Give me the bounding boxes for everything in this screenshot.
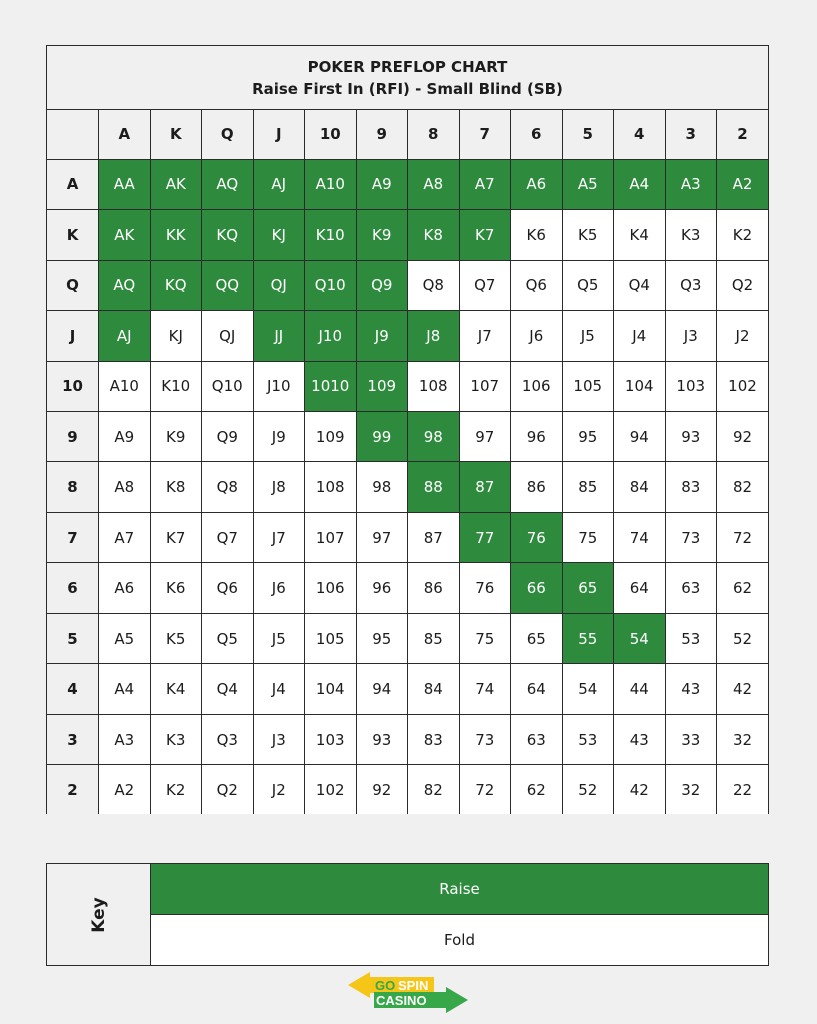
hand-cell-fold: Q8 (202, 462, 254, 512)
row-header: 7 (47, 512, 99, 562)
hand-cell-fold: 44 (614, 664, 666, 714)
hand-cell-fold: A10 (99, 361, 151, 411)
row-header: 2 (47, 765, 99, 814)
hand-cell-fold: Q7 (202, 512, 254, 562)
hand-cell-fold: A8 (99, 462, 151, 512)
hand-cell-fold: K5 (562, 210, 614, 260)
hand-cell-fold: J8 (253, 462, 305, 512)
hand-cell-fold: A2 (99, 765, 151, 814)
column-header: 2 (717, 110, 769, 159)
hand-cell-fold: 83 (665, 462, 717, 512)
hand-cell-raise: AJ (253, 159, 305, 209)
hand-cell-fold: 102 (717, 361, 769, 411)
hand-cell-raise: AQ (99, 260, 151, 310)
hand-cell-fold: Q8 (408, 260, 460, 310)
hand-cell-fold: 94 (356, 664, 408, 714)
hand-cell-raise: A6 (511, 159, 563, 209)
hand-cell-fold: J3 (665, 311, 717, 361)
hand-cell-raise: QQ (202, 260, 254, 310)
hand-cell-fold: 63 (511, 714, 563, 764)
hand-cell-fold: 105 (305, 613, 357, 663)
hand-cell-fold: 53 (562, 714, 614, 764)
hand-cell-fold: A7 (99, 512, 151, 562)
hand-cell-fold: J7 (459, 311, 511, 361)
hand-cell-fold: K2 (150, 765, 202, 814)
hand-cell-raise: A3 (665, 159, 717, 209)
grid-row (47, 311, 768, 361)
hand-cell-fold: A4 (99, 664, 151, 714)
hand-cell-fold: 103 (305, 714, 357, 764)
hand-cell-fold: 102 (305, 765, 357, 814)
hand-cell-fold: 93 (665, 411, 717, 461)
grid-row (47, 210, 768, 260)
column-header: A (99, 110, 151, 159)
hand-cell-raise: A5 (562, 159, 614, 209)
hand-cell-fold: 86 (511, 462, 563, 512)
hand-cell-fold: 43 (665, 664, 717, 714)
hand-cell-fold: 64 (614, 563, 666, 613)
hand-cell-fold: 74 (459, 664, 511, 714)
hand-cell-raise: AK (150, 159, 202, 209)
key-raise-row: Raise (151, 864, 768, 915)
hand-cell-fold: 104 (305, 664, 357, 714)
column-header: Q (202, 110, 254, 159)
column-header: J (253, 110, 305, 159)
row-header: 9 (47, 411, 99, 461)
hand-cell-fold: 87 (408, 512, 460, 562)
row-header: 10 (47, 361, 99, 411)
hand-cell-raise: AJ (99, 311, 151, 361)
hand-cell-fold: 106 (511, 361, 563, 411)
grid-row (47, 714, 768, 764)
header-row (47, 110, 768, 159)
hand-cell-fold: 84 (614, 462, 666, 512)
hand-cell-fold: 22 (717, 765, 769, 814)
hand-cell-raise: Q10 (305, 260, 357, 310)
hand-cell-fold: 73 (665, 512, 717, 562)
hand-cell-fold: 93 (356, 714, 408, 764)
hand-cell-raise: KQ (150, 260, 202, 310)
hand-cell-raise: K10 (305, 210, 357, 260)
hand-cell-fold: 53 (665, 613, 717, 663)
row-header: 5 (47, 613, 99, 663)
hand-cell-raise: Q9 (356, 260, 408, 310)
hand-cell-raise: 88 (408, 462, 460, 512)
row-header: J (47, 311, 99, 361)
corner-cell (47, 110, 99, 159)
key-fold-row: Fold (151, 915, 768, 965)
hand-cell-raise: 77 (459, 512, 511, 562)
hand-cell-fold: 43 (614, 714, 666, 764)
hand-cell-fold: 73 (459, 714, 511, 764)
row-header: A (47, 159, 99, 209)
hand-cell-fold: 72 (717, 512, 769, 562)
row-header: 8 (47, 462, 99, 512)
grid-row (47, 361, 768, 411)
hand-cell-fold: 52 (717, 613, 769, 663)
column-header: 3 (665, 110, 717, 159)
hand-cell-fold: 62 (717, 563, 769, 613)
hand-cell-raise: A7 (459, 159, 511, 209)
hand-cell-fold: 107 (459, 361, 511, 411)
hand-cell-fold: A9 (99, 411, 151, 461)
hand-cell-raise: A8 (408, 159, 460, 209)
hand-cell-raise: 1010 (305, 361, 357, 411)
hand-cell-fold: 65 (511, 613, 563, 663)
grid-row (47, 563, 768, 613)
hand-cell-raise: K8 (408, 210, 460, 260)
hand-cell-fold: 42 (717, 664, 769, 714)
hand-cell-fold: 54 (562, 664, 614, 714)
hand-cell-fold: 75 (562, 512, 614, 562)
hand-cell-raise: 54 (614, 613, 666, 663)
hand-cell-fold: 84 (408, 664, 460, 714)
hand-cell-raise: 66 (511, 563, 563, 613)
hand-cell-fold: 96 (511, 411, 563, 461)
grid-row (47, 159, 768, 209)
hand-cell-fold: A5 (99, 613, 151, 663)
hand-cell-fold: 86 (408, 563, 460, 613)
hand-cell-fold: 108 (408, 361, 460, 411)
hand-cell-fold: J5 (562, 311, 614, 361)
hand-cell-fold: Q7 (459, 260, 511, 310)
hand-cell-raise: 87 (459, 462, 511, 512)
column-header: 7 (459, 110, 511, 159)
hand-cell-fold: 97 (459, 411, 511, 461)
hand-cell-raise: J10 (305, 311, 357, 361)
hand-cell-fold: 75 (459, 613, 511, 663)
hand-cell-raise: K7 (459, 210, 511, 260)
chart-subtitle: Raise First In (RFI) - Small Blind (SB) (252, 79, 563, 98)
hand-cell-fold: 64 (511, 664, 563, 714)
hand-cell-fold: 105 (562, 361, 614, 411)
hand-cell-raise: KK (150, 210, 202, 260)
key-label-cell (47, 864, 151, 965)
row-header: Q (47, 260, 99, 310)
hand-cell-fold: J7 (253, 512, 305, 562)
hand-cell-fold: 42 (614, 765, 666, 814)
grid-row (47, 664, 768, 714)
hand-cell-fold: J4 (614, 311, 666, 361)
hand-cell-raise: AA (99, 159, 151, 209)
row-header: 3 (47, 714, 99, 764)
hand-cell-raise: 76 (511, 512, 563, 562)
hand-cell-raise: 99 (356, 411, 408, 461)
hand-cell-fold: 98 (356, 462, 408, 512)
hand-cell-fold: 94 (614, 411, 666, 461)
logo-word-go: GO (375, 978, 396, 993)
hand-cell-fold: K4 (614, 210, 666, 260)
hand-cell-raise: 98 (408, 411, 460, 461)
grid-row (47, 260, 768, 310)
hand-cell-fold: K3 (150, 714, 202, 764)
hand-cell-raise: K9 (356, 210, 408, 260)
column-header: 10 (305, 110, 357, 159)
hand-cell-fold: 95 (562, 411, 614, 461)
hand-cell-fold: Q9 (202, 411, 254, 461)
hand-cell-fold: 85 (562, 462, 614, 512)
hand-cell-raise: 109 (356, 361, 408, 411)
hand-cell-raise: 65 (562, 563, 614, 613)
hand-cell-fold: Q3 (202, 714, 254, 764)
key-rows (151, 864, 768, 965)
hand-cell-fold: A6 (99, 563, 151, 613)
hand-cell-fold: Q4 (614, 260, 666, 310)
hand-cell-fold: KJ (150, 311, 202, 361)
hand-cell-fold: 106 (305, 563, 357, 613)
logo-word-spin: SPIN (398, 978, 429, 993)
hand-cell-raise: A9 (356, 159, 408, 209)
chart-title-area (47, 46, 768, 110)
hand-cell-fold: 108 (305, 462, 357, 512)
hand-cell-fold: J9 (253, 411, 305, 461)
hand-cell-fold: J3 (253, 714, 305, 764)
hand-cell-fold: K4 (150, 664, 202, 714)
hand-cell-fold: Q5 (562, 260, 614, 310)
hand-cell-raise: AQ (202, 159, 254, 209)
hand-cell-raise: KJ (253, 210, 305, 260)
chart-title: POKER PREFLOP CHART (307, 57, 508, 76)
hand-cell-fold: Q5 (202, 613, 254, 663)
hand-cell-fold: QJ (202, 311, 254, 361)
hand-cell-fold: Q10 (202, 361, 254, 411)
hand-cell-fold: 63 (665, 563, 717, 613)
column-header: 8 (408, 110, 460, 159)
hand-cell-fold: 32 (717, 714, 769, 764)
grid-row (47, 411, 768, 461)
hand-cell-fold: K5 (150, 613, 202, 663)
hand-cell-fold: K6 (150, 563, 202, 613)
hand-cell-fold: 92 (717, 411, 769, 461)
hand-cell-raise: 55 (562, 613, 614, 663)
hand-cell-fold: 83 (408, 714, 460, 764)
hand-cell-fold: K9 (150, 411, 202, 461)
hand-cell-fold: Q2 (717, 260, 769, 310)
hand-cell-raise: A10 (305, 159, 357, 209)
hand-cell-fold: 74 (614, 512, 666, 562)
hand-cell-fold: 107 (305, 512, 357, 562)
hand-cell-raise: A4 (614, 159, 666, 209)
hand-cell-fold: Q2 (202, 765, 254, 814)
hand-cell-fold: 109 (305, 411, 357, 461)
hand-cell-fold: J5 (253, 613, 305, 663)
hand-cell-fold: K6 (511, 210, 563, 260)
hand-cell-fold: 92 (356, 765, 408, 814)
row-header: 4 (47, 664, 99, 714)
column-header: 5 (562, 110, 614, 159)
hand-cell-fold: 97 (356, 512, 408, 562)
preflop-chart (46, 45, 769, 814)
hand-cell-fold: 96 (356, 563, 408, 613)
hand-cell-raise: QJ (253, 260, 305, 310)
hand-cell-fold: A3 (99, 714, 151, 764)
hand-cell-fold: K8 (150, 462, 202, 512)
hand-cell-fold: 82 (717, 462, 769, 512)
hand-cell-fold: K2 (717, 210, 769, 260)
row-header: 6 (47, 563, 99, 613)
hand-cell-fold: K3 (665, 210, 717, 260)
hand-cell-fold: J6 (253, 563, 305, 613)
hand-cell-fold: Q6 (202, 563, 254, 613)
hand-cell-fold: Q4 (202, 664, 254, 714)
hand-cell-fold: J2 (253, 765, 305, 814)
hand-grid (47, 110, 768, 814)
legend-key (46, 863, 769, 966)
grid-row (47, 613, 768, 663)
hand-cell-fold: 85 (408, 613, 460, 663)
hand-cell-fold: 95 (356, 613, 408, 663)
grid-row (47, 462, 768, 512)
column-header: 6 (511, 110, 563, 159)
hand-cell-fold: 103 (665, 361, 717, 411)
hand-cell-fold: J10 (253, 361, 305, 411)
hand-cell-fold: K7 (150, 512, 202, 562)
hand-cell-fold: J6 (511, 311, 563, 361)
column-header: K (150, 110, 202, 159)
key-label: Key (88, 896, 109, 933)
hand-cell-fold: 72 (459, 765, 511, 814)
grid-row (47, 765, 768, 814)
hand-cell-fold: K10 (150, 361, 202, 411)
hand-cell-raise: J8 (408, 311, 460, 361)
hand-cell-fold: Q3 (665, 260, 717, 310)
row-header: K (47, 210, 99, 260)
column-header: 4 (614, 110, 666, 159)
grid-row (47, 512, 768, 562)
hand-cell-fold: 82 (408, 765, 460, 814)
hand-cell-fold: Q6 (511, 260, 563, 310)
hand-cell-fold: 32 (665, 765, 717, 814)
logo-word-casino: CASINO (376, 993, 427, 1008)
hand-cell-fold: J4 (253, 664, 305, 714)
hand-cell-raise: JJ (253, 311, 305, 361)
hand-cell-raise: J9 (356, 311, 408, 361)
hand-cell-raise: KQ (202, 210, 254, 260)
column-header: 9 (356, 110, 408, 159)
hand-cell-raise: AK (99, 210, 151, 260)
gospin-casino-logo (348, 970, 470, 1016)
hand-cell-fold: 62 (511, 765, 563, 814)
hand-cell-raise: A2 (717, 159, 769, 209)
hand-cell-fold: 76 (459, 563, 511, 613)
hand-cell-fold: 33 (665, 714, 717, 764)
hand-cell-fold: 104 (614, 361, 666, 411)
hand-cell-fold: 52 (562, 765, 614, 814)
hand-cell-fold: J2 (717, 311, 769, 361)
